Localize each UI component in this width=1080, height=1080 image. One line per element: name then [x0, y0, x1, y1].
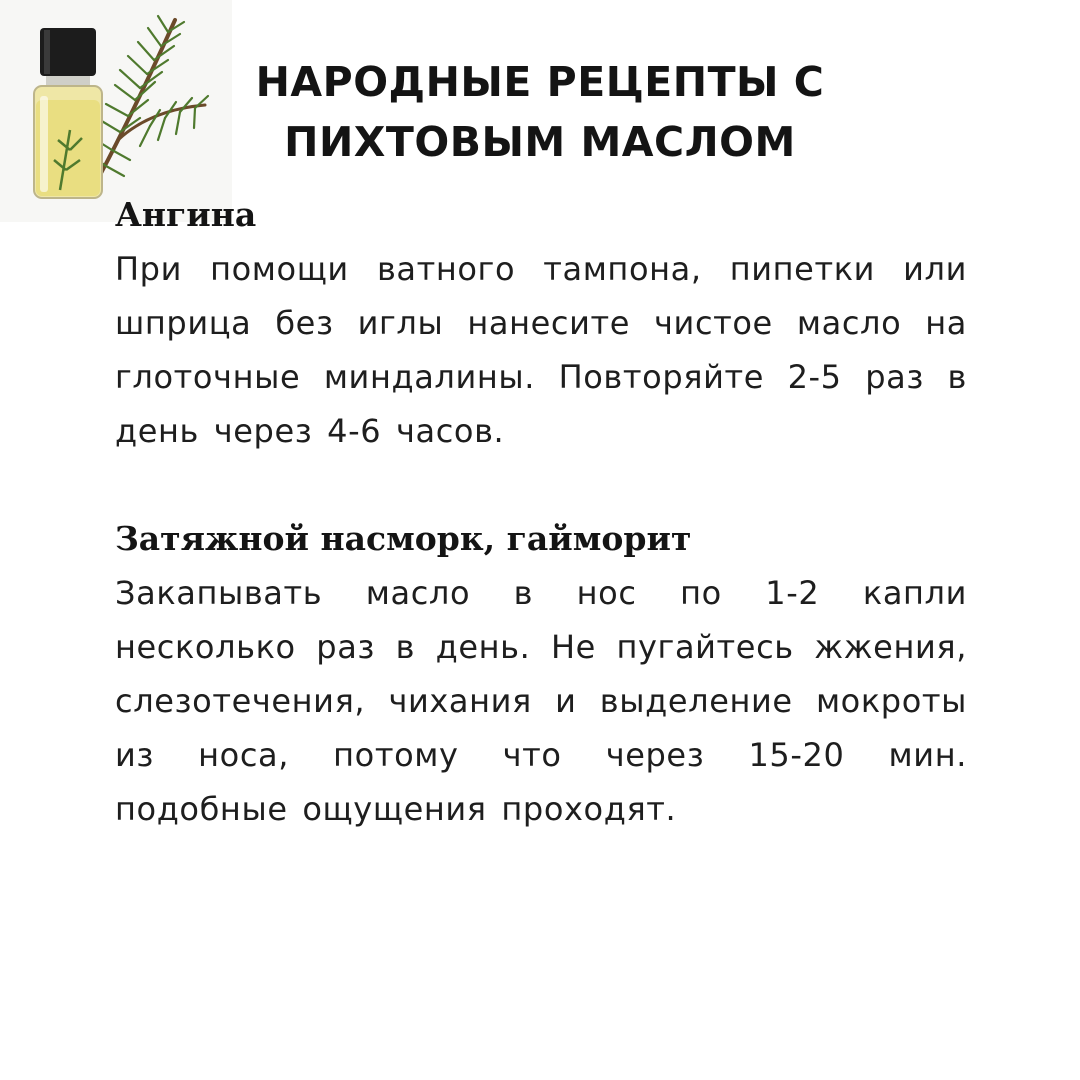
oil-bottle-icon [34, 28, 102, 198]
section-heading: Ангина [115, 195, 257, 234]
recipes-content [115, 188, 967, 836]
section-heading: Затяжной насморк, гайморит [115, 519, 692, 558]
recipe-section-sinusitis [115, 512, 967, 836]
page-title-line-1: НАРОДНЫЕ РЕЦЕПТЫ С [255, 58, 825, 106]
recipe-section-angina [115, 188, 967, 458]
section-text: При помощи ватного тампона, пипетки или шприца без иглы нанесите чистое масло на глоточные миндалины. Повторяйте 2-5 раз в день через 4-6 часов. [115, 250, 967, 450]
page-title [200, 52, 880, 172]
section-text: Закапывать масло в нос по 1-2 капли несколько раз в день. Не пугайтесь жжения, слезотечения, чихания и выделение мокроты из носа, потому что через 15-20 мин. подобные ощущения проходят. [115, 574, 967, 828]
page-title-line-2: ПИХТОВЫМ МАСЛОМ [284, 118, 796, 166]
